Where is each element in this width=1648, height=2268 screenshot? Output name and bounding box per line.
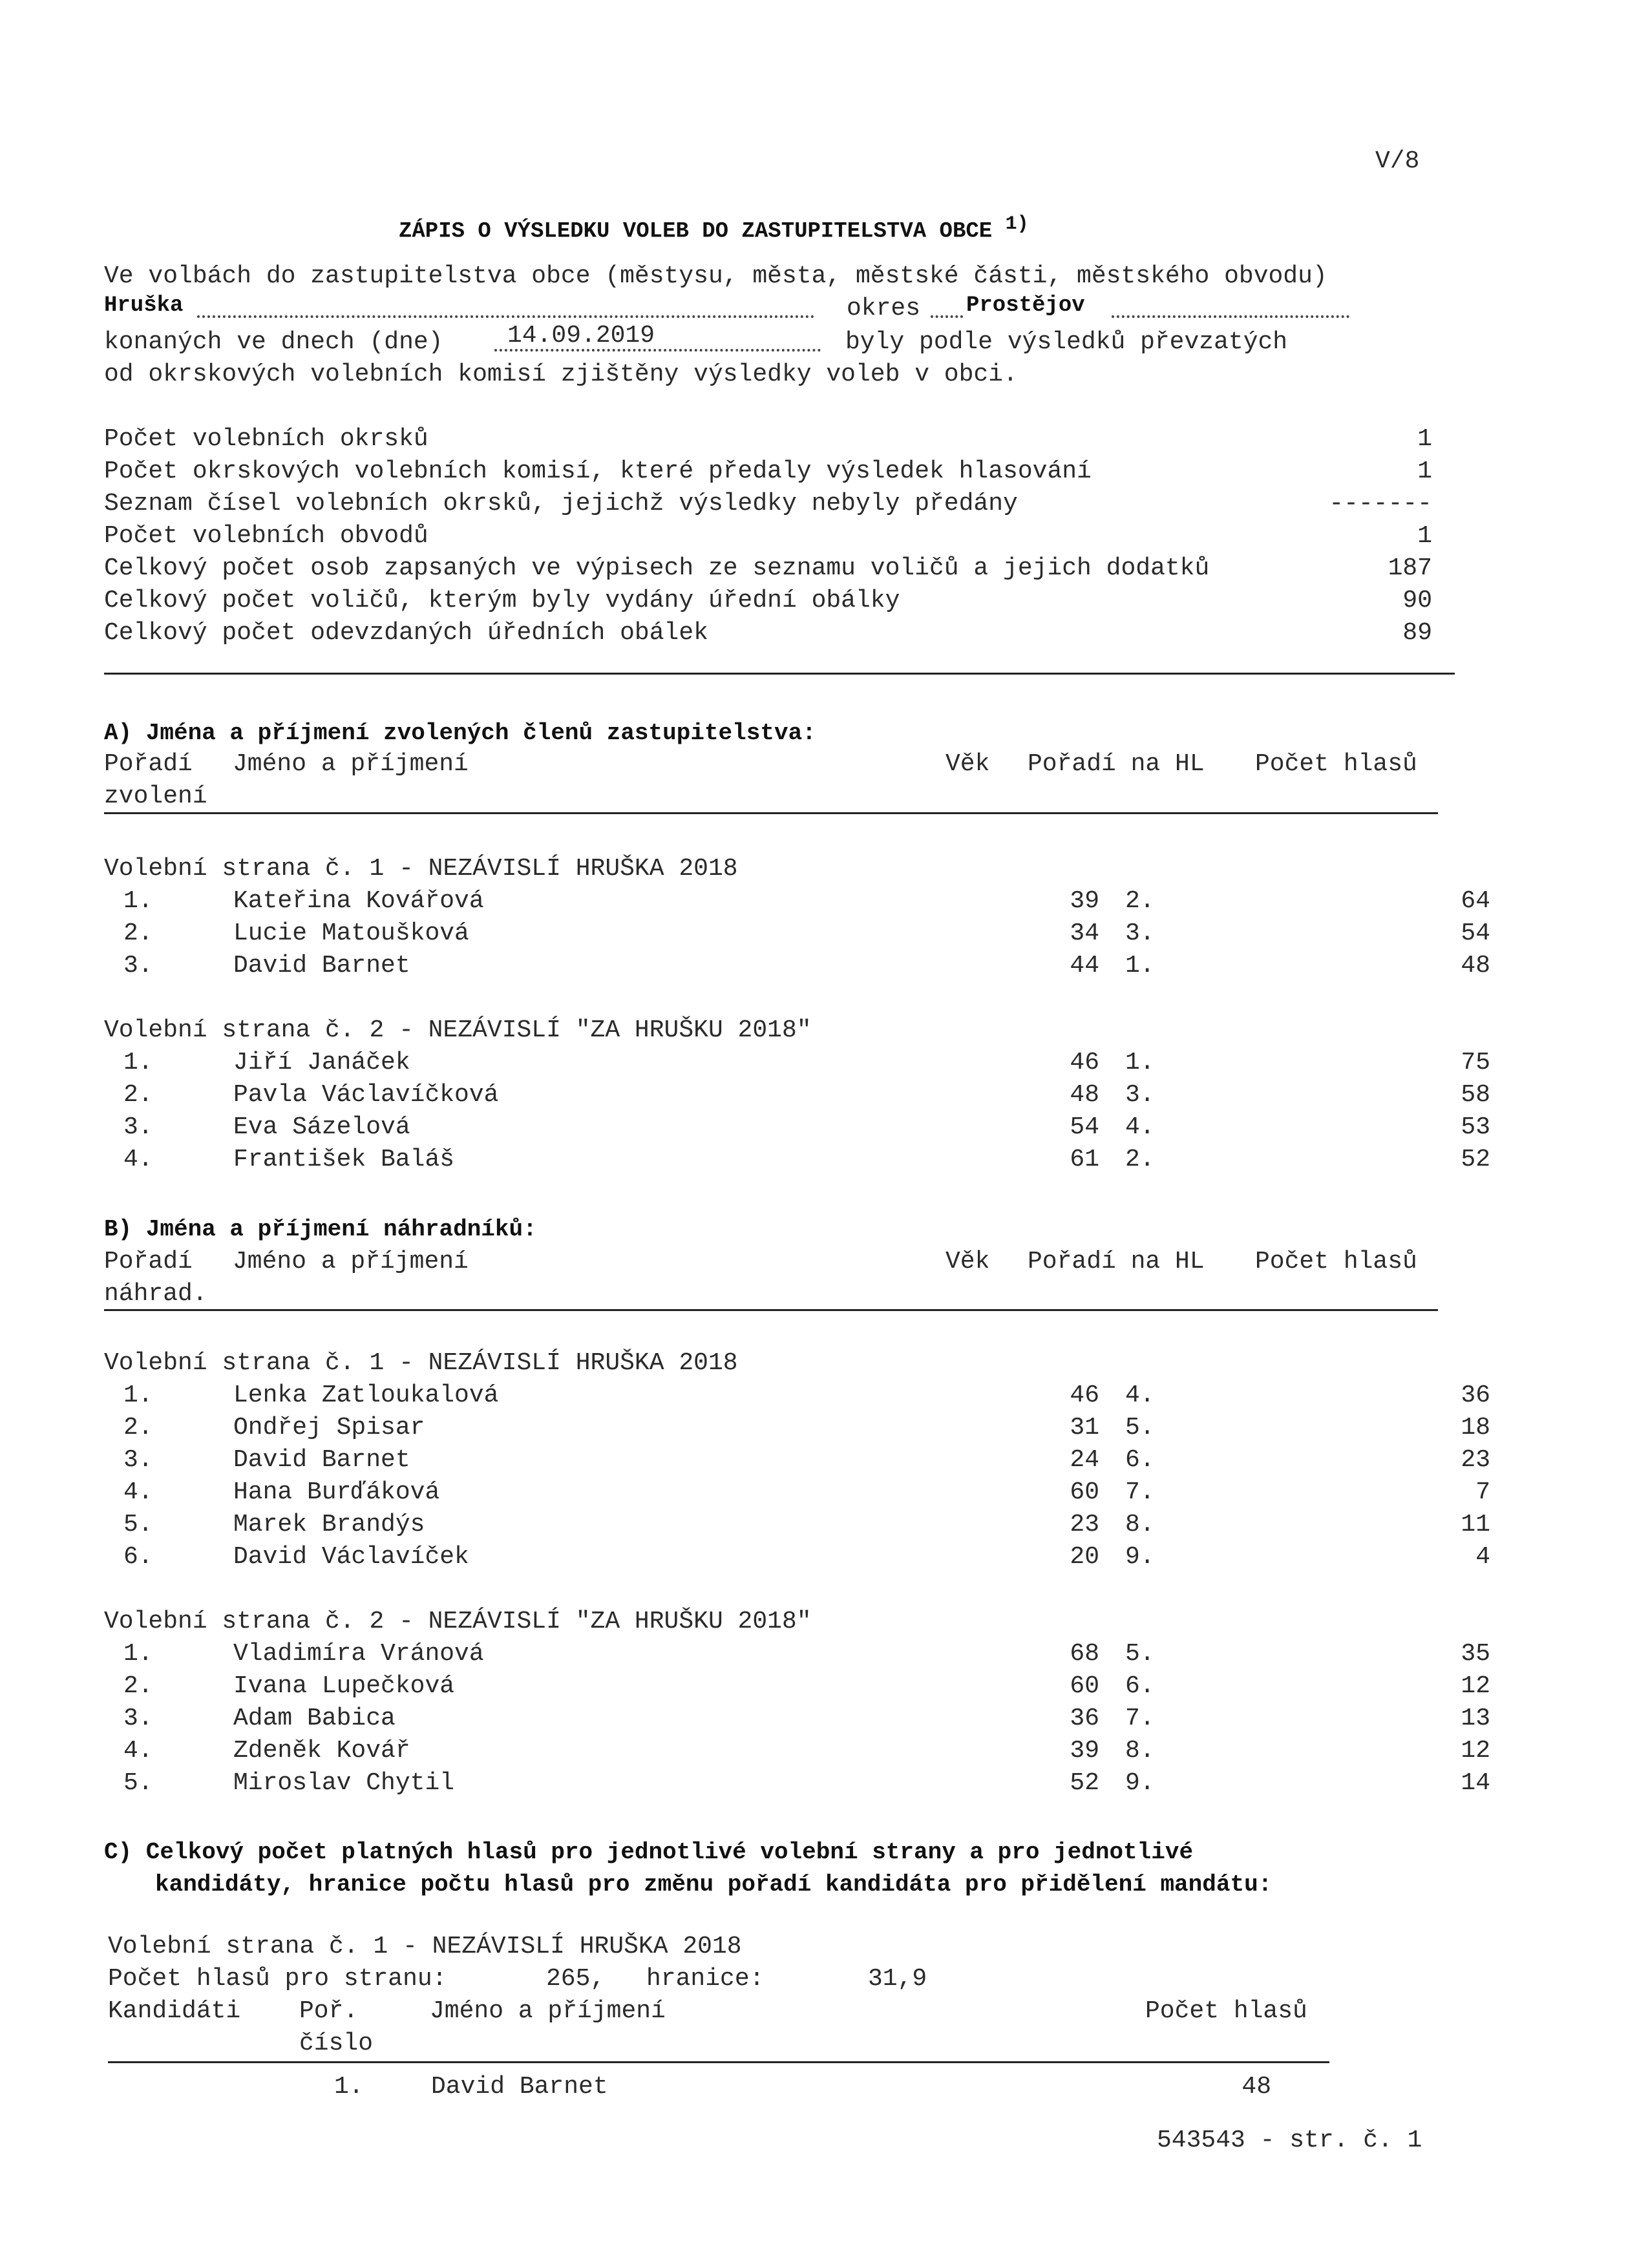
col-name: Jméno a příjmení (430, 1997, 666, 2025)
table-row (104, 1735, 1490, 1767)
row-name: Pavla Václavíčková (233, 1081, 499, 1109)
stats-label: Seznam čísel volebních okrsků, jejichž výsledky nebyly předány (104, 490, 1018, 518)
row-votes: 36 (1461, 1381, 1490, 1409)
row-votes: 23 (1461, 1446, 1490, 1474)
stats-row (104, 423, 1432, 456)
table-row (104, 1444, 1490, 1476)
row-age: 20 (1070, 1543, 1099, 1571)
divider (104, 812, 1438, 814)
row-votes: 7 (1475, 1478, 1490, 1506)
intro-line-4: od okrskových volebních komisí zjištěny výsledky voleb v obci. (104, 361, 1018, 388)
row-name: Zdeněk Kovář (233, 1737, 410, 1765)
limit-value: 31,9 (868, 1965, 927, 1993)
title-footnote: 1) (1005, 213, 1029, 235)
row-name: Adam Babica (233, 1705, 396, 1732)
stats-row (104, 552, 1432, 585)
row-order: 1. (123, 1049, 153, 1076)
table-row (104, 1144, 1490, 1176)
election-date: 14.09.2019 (507, 322, 655, 350)
row-order: 1. (123, 1640, 153, 1668)
col-number-2: číslo (299, 2030, 374, 2057)
row-name: František Baláš (233, 1146, 455, 1173)
row-votes: 12 (1461, 1672, 1490, 1700)
row-hl: 6. (1125, 1672, 1155, 1700)
district-name: Prostějov (966, 293, 1085, 318)
row-hl: 5. (1125, 1414, 1155, 1442)
row-hl: 7. (1125, 1705, 1155, 1732)
table-row (104, 1703, 1490, 1735)
stats-row (104, 585, 1432, 617)
row-order: 2. (123, 1414, 153, 1442)
row-name: David Barnet (431, 2073, 608, 2101)
row-name: Vladimíra Vránová (233, 1640, 484, 1668)
stats-row (104, 456, 1432, 488)
row-hl: 2. (1125, 887, 1155, 915)
row-votes: 12 (1461, 1737, 1490, 1765)
held-label: konaných ve dnech (dne) (104, 328, 443, 356)
row-age: 68 (1070, 1640, 1099, 1668)
row-order: 5. (123, 1511, 153, 1538)
col-order: Pořadí (104, 750, 193, 778)
district-label: okres (847, 295, 921, 322)
row-name: Kateřina Kovářová (233, 887, 484, 915)
row-votes: 75 (1461, 1049, 1490, 1076)
col-number: Poř. (299, 1997, 359, 2025)
stats-value: ------- (1329, 490, 1432, 518)
row-age: 60 (1070, 1672, 1099, 1700)
table-row (104, 1380, 1490, 1412)
row-votes: 11 (1461, 1511, 1490, 1538)
row-votes: 18 (1461, 1414, 1490, 1442)
row-age: 61 (1070, 1146, 1099, 1173)
stats-value: 1 (1417, 425, 1432, 453)
row-age: 34 (1070, 919, 1099, 947)
row-age: 48 (1070, 1081, 1099, 1109)
row-order: 5. (123, 1769, 153, 1797)
limit-label: hranice: (646, 1965, 765, 1993)
municipality-name: Hruška (104, 293, 184, 318)
district-dotline-left (931, 315, 963, 318)
table-row (104, 1412, 1490, 1444)
stats-label: Celkový počet osob zapsaných ve výpisech ze seznamu voličů a jejich dodatků (104, 554, 1210, 582)
row-order: 2. (123, 1081, 153, 1109)
document-title (399, 208, 1029, 247)
row-name: Marek Brandýs (233, 1511, 425, 1538)
divider (104, 1309, 1438, 1311)
row-hl: 7. (1125, 1478, 1155, 1506)
row-votes: 35 (1461, 1640, 1490, 1668)
col-age: Věk (945, 1248, 990, 1276)
district-dotline-right (1112, 315, 1349, 318)
row-votes: 48 (1461, 952, 1490, 980)
row-order: 2. (123, 919, 153, 947)
table-row (104, 1541, 1490, 1573)
row-age: 46 (1070, 1381, 1099, 1409)
row-hl: 9. (1125, 1769, 1155, 1797)
section-c-heading-2: kandidáty, hranice počtu hlasů pro změnu pořadí kandidáta pro přidělení mandátu: (155, 1871, 1273, 1898)
col-votes: Počet hlasů (1255, 750, 1417, 778)
stats-value: 90 (1402, 587, 1432, 614)
table-row (104, 1111, 1490, 1144)
row-votes: 4 (1475, 1543, 1490, 1571)
row-age: 39 (1070, 1737, 1099, 1765)
row-age: 60 (1070, 1478, 1099, 1506)
row-hl: 4. (1125, 1113, 1155, 1141)
stats-row (104, 617, 1432, 649)
divider (104, 673, 1455, 675)
row-order: 1. (123, 1381, 153, 1409)
row-order: 4. (123, 1146, 153, 1173)
table-row (104, 1638, 1490, 1670)
col-votes: Počet hlasů (1145, 1997, 1307, 2025)
row-hl: 1. (1125, 1049, 1155, 1076)
row-age: 39 (1070, 887, 1099, 915)
row-order: 6. (123, 1543, 153, 1571)
row-votes: 52 (1461, 1146, 1490, 1173)
col-hl: Pořadí na HL (1028, 1248, 1205, 1276)
row-age: 36 (1070, 1705, 1099, 1732)
row-name: Eva Sázelová (233, 1113, 410, 1141)
row-name: Lucie Matoušková (233, 919, 469, 947)
row-votes: 58 (1461, 1081, 1490, 1109)
row-name: David Barnet (233, 1446, 410, 1474)
party-votes-value: 265, (546, 1965, 606, 1993)
table-row (104, 1476, 1490, 1509)
row-age: 44 (1070, 952, 1099, 980)
row-order: 3. (123, 1113, 153, 1141)
party-votes-label: Počet hlasů pro stranu: (108, 1965, 447, 1993)
table-row (104, 885, 1490, 918)
table-row (104, 1079, 1490, 1111)
party-title: Volební strana č. 2 - NEZÁVISLÍ "ZA HRUŠKU 2018" (104, 1608, 812, 1635)
row-order: 3. (123, 952, 153, 980)
party-title: Volební strana č. 1 - NEZÁVISLÍ HRUŠKA 2018 (104, 855, 738, 883)
row-order: 4. (123, 1478, 153, 1506)
row-hl: 8. (1125, 1737, 1155, 1765)
row-number: 1. (334, 2073, 364, 2101)
table-row (104, 1767, 1490, 1800)
row-age: 46 (1070, 1049, 1099, 1076)
divider (108, 2061, 1329, 2063)
title-text: ZÁPIS O VÝSLEDKU VOLEB DO ZASTUPITELSTVA OBCE (399, 219, 993, 244)
row-hl: 4. (1125, 1381, 1155, 1409)
page-code: V/8 (1375, 147, 1420, 175)
row-name: David Barnet (233, 952, 410, 980)
row-name: Lenka Zatloukalová (233, 1381, 499, 1409)
col-name: Jméno a příjmení (233, 1248, 469, 1276)
intro-line-1: Ve volbách do zastupitelstva obce (městysu, města, městské části, městského obvodu) (104, 262, 1327, 290)
row-age: 31 (1070, 1414, 1099, 1442)
section-b-heading: B) Jména a příjmení náhradníků: (104, 1216, 537, 1243)
stats-value: 187 (1388, 554, 1432, 582)
stats-value: 89 (1402, 619, 1432, 647)
row-order: 3. (123, 1705, 153, 1732)
row-hl: 9. (1125, 1543, 1155, 1571)
row-age: 24 (1070, 1446, 1099, 1474)
stats-row (104, 488, 1432, 520)
stats-row (104, 520, 1432, 552)
stats-label: Celkový počet voličů, kterým byly vydány úřední obálky (104, 587, 900, 614)
stats-value: 1 (1417, 522, 1432, 550)
row-name: Ivana Lupečková (233, 1672, 455, 1700)
row-hl: 8. (1125, 1511, 1155, 1538)
col-votes: Počet hlasů (1255, 1248, 1417, 1276)
col-order: Pořadí (104, 1248, 193, 1276)
row-votes: 13 (1461, 1705, 1490, 1732)
held-suffix: byly podle výsledků převzatých (845, 328, 1288, 356)
party-title: Volební strana č. 2 - NEZÁVISLÍ "ZA HRUŠKU 2018" (104, 1016, 812, 1044)
row-hl: 2. (1125, 1146, 1155, 1173)
row-age: 23 (1070, 1511, 1099, 1538)
section-c-heading-1: C) Celkový počet platných hlasů pro jednotlivé volební strany a pro jednotlivé (104, 1839, 1194, 1865)
col-order-2: náhrad. (104, 1280, 207, 1308)
table-row (104, 1509, 1490, 1541)
row-name: Hana Burďáková (233, 1478, 440, 1506)
row-votes: 54 (1461, 919, 1490, 947)
stats-value: 1 (1417, 457, 1432, 485)
table-row (104, 1670, 1490, 1703)
section-a-heading: A) Jména a příjmení zvolených členů zastupitelstva: (104, 720, 816, 746)
row-order: 1. (123, 887, 153, 915)
row-order: 2. (123, 1672, 153, 1700)
row-order: 4. (123, 1737, 153, 1765)
page-footer: 543543 - str. č. 1 (1157, 2126, 1422, 2154)
row-hl: 5. (1125, 1640, 1155, 1668)
row-votes: 14 (1461, 1769, 1490, 1797)
row-hl: 3. (1125, 1081, 1155, 1109)
row-hl: 1. (1125, 952, 1155, 980)
table-row (104, 950, 1490, 982)
row-votes: 48 (1241, 2073, 1271, 2101)
row-name: Ondřej Spisar (233, 1414, 425, 1442)
row-votes: 53 (1461, 1113, 1490, 1141)
row-name: Miroslav Chytil (233, 1769, 455, 1797)
row-hl: 3. (1125, 919, 1155, 947)
row-age: 52 (1070, 1769, 1099, 1797)
stats-label: Počet volebních okrsků (104, 425, 428, 453)
row-name: David Václavíček (233, 1543, 469, 1571)
col-age: Věk (945, 750, 990, 778)
party-title: Volební strana č. 1 - NEZÁVISLÍ HRUŠKA 2018 (104, 1349, 738, 1377)
stats-label: Počet volebních obvodů (104, 522, 428, 550)
col-order-2: zvolení (104, 782, 207, 810)
row-hl: 6. (1125, 1446, 1155, 1474)
section-c-party: Volební strana č. 1 - NEZÁVISLÍ HRUŠKA 2018 (108, 1933, 742, 1960)
stats-label: Celkový počet odevzdaných úředních obálek (104, 619, 708, 647)
table-row (104, 918, 1490, 950)
table-row (104, 1047, 1490, 1079)
table-row (108, 2071, 1336, 2103)
col-hl: Pořadí na HL (1028, 750, 1205, 778)
row-age: 54 (1070, 1113, 1099, 1141)
col-candidates: Kandidáti (108, 1997, 241, 2025)
municipality-dotline (197, 315, 814, 318)
row-name: Jiří Janáček (233, 1049, 410, 1076)
stats-label: Počet okrskových volebních komisí, které předaly výsledek hlasování (104, 457, 1092, 485)
row-order: 3. (123, 1446, 153, 1474)
col-name: Jméno a příjmení (233, 750, 469, 778)
row-votes: 64 (1461, 887, 1490, 915)
